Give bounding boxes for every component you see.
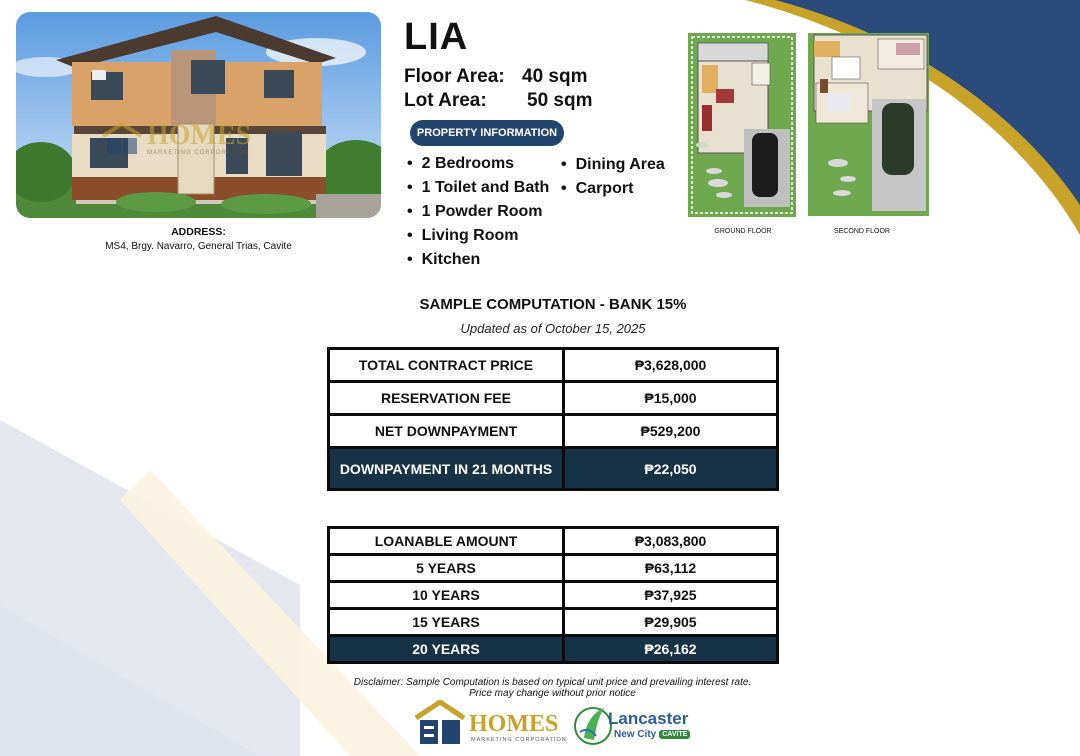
row-value: ₱15,000 [565, 383, 776, 413]
row-value: ₱22,050 [565, 449, 776, 488]
row-value: ₱26,162 [565, 637, 776, 661]
row-label: 10 YEARS [330, 583, 562, 607]
lancaster-logo-sub: New City [614, 729, 657, 740]
row-label: RESERVATION FEE [330, 383, 562, 413]
row-label: 5 YEARS [330, 556, 562, 580]
table-row [330, 529, 776, 553]
disclaimer [300, 677, 805, 699]
lancaster-logo-badge: CAVITE [659, 730, 690, 739]
floor-area-row [404, 66, 664, 88]
row-value: ₱3,083,800 [565, 529, 776, 553]
row-label: DOWNPAYMENT IN 21 MONTHS [330, 449, 562, 488]
lot-area-row [404, 90, 664, 112]
property-info-badge: PROPERTY INFORMATION [410, 120, 564, 146]
lot-area-value: 50 sqm [527, 90, 593, 111]
table-row [330, 556, 776, 580]
er-homes-logo-icon [414, 700, 466, 746]
row-label: NET DOWNPAYMENT [330, 416, 562, 446]
er-homes-watermark-icon [101, 122, 143, 156]
floor-area-value: 40 sqm [522, 66, 588, 87]
loan-table [327, 526, 779, 664]
er-homes-logo-text: HOMES [469, 711, 559, 737]
watermark-sub: MARKETING CORPORATION [147, 150, 250, 156]
computation-updated-date: Updated as of October 15, 2025 [460, 321, 646, 336]
row-label: 15 YEARS [330, 610, 562, 634]
table-row [330, 383, 776, 413]
disclaimer-line: Disclaimer: Sample Computation is based on typical unit price and prevailing interest rate. [353, 677, 752, 688]
feature-item: • Living Room [404, 224, 549, 248]
row-value: ₱3,628,000 [565, 350, 776, 380]
row-value: ₱63,112 [565, 556, 776, 580]
feature-item: • 1 Powder Room [404, 200, 549, 224]
row-value: ₱29,905 [565, 610, 776, 634]
second-floor-label: SECOND FLOOR [833, 228, 890, 235]
feature-item: • Carport [558, 177, 665, 201]
second-floor-plan [808, 33, 929, 216]
table-row-highlight [330, 637, 776, 661]
feature-item: • 2 Bedrooms [404, 152, 549, 176]
price-table [327, 347, 779, 491]
features-list-right [558, 153, 665, 201]
house-photo [16, 12, 381, 218]
address-text: MS4, Brgy. Navarro, General Trias, Cavite [105, 241, 292, 252]
table-row [330, 416, 776, 446]
lot-area-label: Lot Area: [404, 90, 487, 111]
model-name: LIA [404, 16, 469, 58]
ground-floor-plan [688, 33, 796, 217]
er-homes-logo [414, 698, 567, 748]
table-row [330, 583, 776, 607]
table-row [330, 350, 776, 380]
row-label: 20 YEARS [330, 637, 562, 661]
row-value: ₱37,925 [565, 583, 776, 607]
address-label: ADDRESS: [171, 226, 226, 238]
ground-floor-label: GROUND FLOOR [714, 228, 772, 235]
watermark-text: HOMES [147, 120, 252, 151]
feature-item: • Kitchen [404, 248, 549, 272]
row-value: ₱529,200 [565, 416, 776, 446]
table-row [330, 610, 776, 634]
row-label: TOTAL CONTRACT PRICE [330, 350, 562, 380]
disclaimer-line: Price may change without prior notice [469, 688, 636, 699]
er-homes-logo-sub: MARKETING CORPORATION [471, 737, 567, 743]
feature-item: • 1 Toilet and Bath [404, 176, 549, 200]
features-list-left [404, 152, 549, 272]
feature-item: • Dining Area [558, 153, 665, 177]
lancaster-logo [572, 700, 697, 748]
floor-area-label: Floor Area: [404, 66, 505, 87]
lancaster-logo-text: Lancaster [608, 709, 689, 728]
computation-title: SAMPLE COMPUTATION - BANK 15% [419, 296, 687, 313]
table-row-highlight [330, 449, 776, 488]
row-label: LOANABLE AMOUNT [330, 529, 562, 553]
